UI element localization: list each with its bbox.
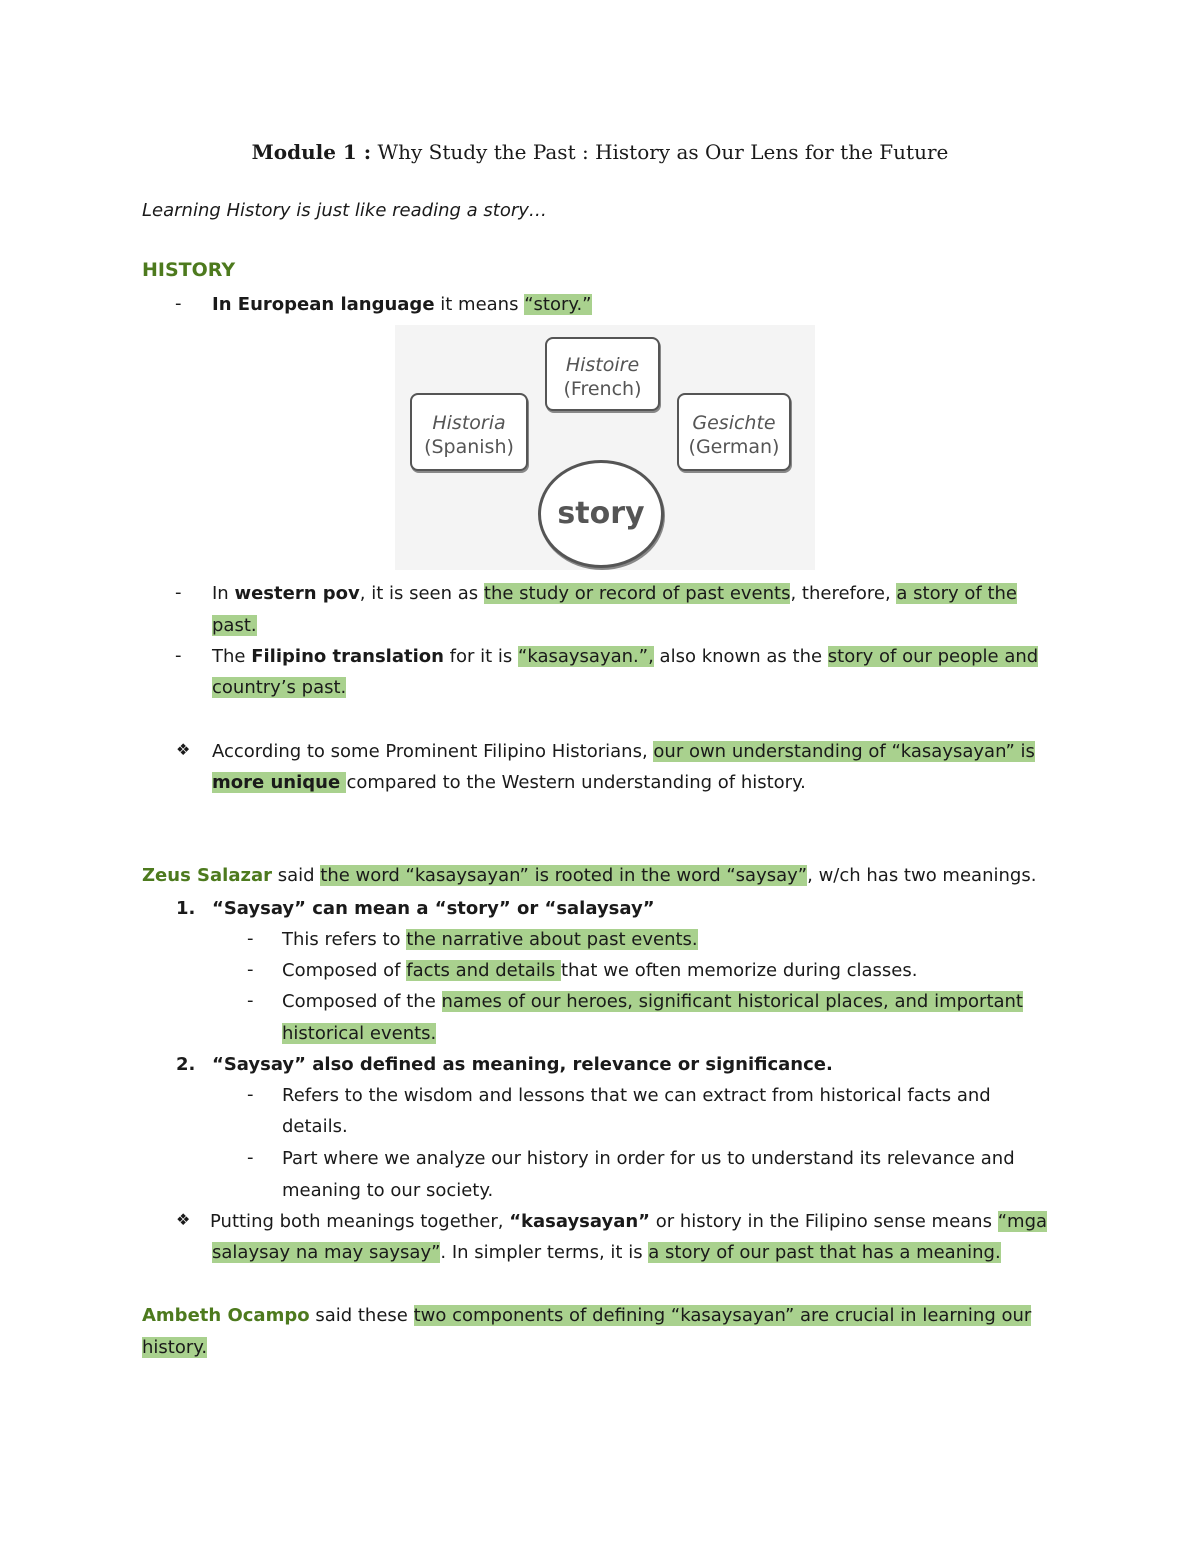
heroes-line-1: Composed of the names of our heroes, significant historical places, and important xyxy=(282,991,1023,1012)
ocampo-line-2: history. xyxy=(142,1337,208,1358)
dash-bullet: - xyxy=(247,1084,254,1105)
history-diagram xyxy=(395,325,815,570)
number-2: 2. xyxy=(176,1054,196,1075)
western-line-1: In western pov, it is seen as the study or record of past events, therefore, a story of the xyxy=(212,583,1018,604)
histoire-box: Histoire (French) xyxy=(545,337,660,411)
wisdom-line-2: details. xyxy=(282,1116,348,1137)
ocampo-line-1: Ambeth Ocampo said these two components of defining “kasaysayan” are crucial in learning our xyxy=(142,1305,1032,1326)
historians-line-2: more unique compared to the Western understanding of history. xyxy=(212,772,806,793)
gesichte-box: Gesichte (German) xyxy=(677,393,791,471)
dash-bullet: - xyxy=(175,645,182,666)
together-line-2: salaysay na may saysay”. In simpler terms, it is a story of our past that has a meaning. xyxy=(212,1242,1001,1263)
facts-line: Composed of facts and details that we often memorize during classes. xyxy=(282,960,918,981)
filipino-line-2: country’s past. xyxy=(212,677,347,698)
narrative-line: This refers to the narrative about past events. xyxy=(282,929,698,950)
number-1: 1. xyxy=(176,898,196,919)
salazar-line: Zeus Salazar said the word “kasaysayan” is rooted in the word “saysay”, w/ch has two meanings. xyxy=(142,865,1037,886)
dash-bullet: - xyxy=(175,582,182,603)
section-heading: HISTORY xyxy=(142,259,236,281)
heroes-line-2: historical events. xyxy=(282,1023,437,1044)
historia-box: Historia (Spanish) xyxy=(410,393,528,471)
dash-bullet: - xyxy=(247,1147,254,1168)
dash-bullet: - xyxy=(175,293,182,314)
diamond-bullet: ❖ xyxy=(176,740,191,759)
dash-bullet: - xyxy=(247,959,254,980)
saysay-meaning-heading: “Saysay” also defined as meaning, relevance or significance. xyxy=(212,1054,833,1075)
analyze-line-1: Part where we analyze our history in order for us to understand its relevance and xyxy=(282,1148,1015,1169)
european-line: In European language it means “story.” xyxy=(212,294,592,315)
page-title: Module 1 : Why Study the Past : History as Our Lens for the Future xyxy=(251,140,949,164)
diamond-bullet: ❖ xyxy=(176,1210,191,1229)
together-line-1: Putting both meanings together, “kasaysayan” or history in the Filipino sense means “mga xyxy=(210,1211,1048,1232)
saysay-story-heading: “Saysay” can mean a “story” or “salaysay” xyxy=(212,898,655,919)
analyze-line-2: meaning to our society. xyxy=(282,1180,494,1201)
dash-bullet: - xyxy=(247,928,254,949)
historians-line-1: According to some Prominent Filipino Historians, our own understanding of “kasaysayan” is xyxy=(212,741,1035,762)
filipino-line-1: The Filipino translation for it is “kasaysayan.”, also known as the story of our people and xyxy=(212,646,1039,667)
wisdom-line-1: Refers to the wisdom and lessons that we can extract from historical facts and xyxy=(282,1085,991,1106)
dash-bullet: - xyxy=(247,990,254,1011)
western-line-2: past. xyxy=(212,615,257,636)
story-circle: story xyxy=(538,460,664,568)
intro-line: Learning History is just like reading a story… xyxy=(142,200,547,221)
